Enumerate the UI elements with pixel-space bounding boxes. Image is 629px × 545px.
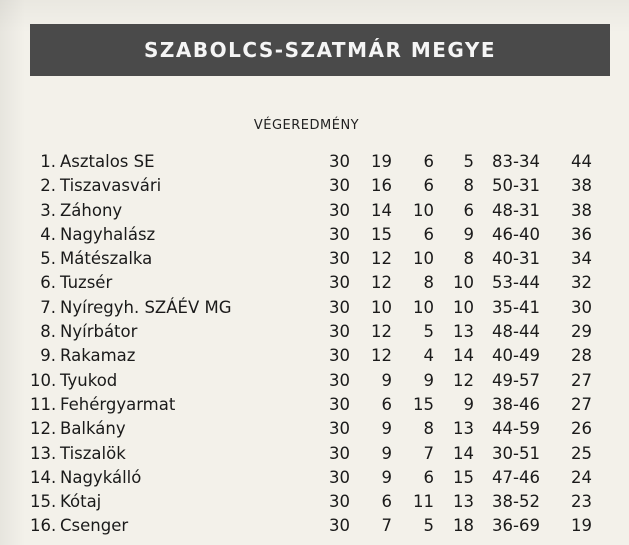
- table-row: [30, 417, 620, 441]
- goals-cell: 36-69: [492, 516, 540, 536]
- played-cell: 30: [329, 467, 350, 487]
- drawn-cell: 10: [413, 297, 434, 317]
- pos-cell: 13.: [30, 443, 57, 463]
- table-row: [30, 150, 620, 174]
- won-cell: 9: [381, 419, 392, 439]
- lost-cell: 9: [463, 394, 474, 414]
- pos-cell: 2.: [40, 176, 56, 196]
- table-row: [30, 223, 620, 247]
- final-standings-subtitle: [0, 118, 629, 133]
- goals-cell: 83-34: [492, 152, 540, 171]
- played-cell: 30: [329, 200, 350, 220]
- won-cell: 7: [381, 516, 392, 536]
- county-title: SZABOLCS-SZATMÁR MEGYE: [143, 38, 497, 62]
- lost-cell: 14: [453, 346, 474, 366]
- drawn-cell: 5: [423, 516, 434, 536]
- table-row: [30, 442, 620, 466]
- points-cell: 27: [571, 370, 592, 390]
- points-cell: 36: [571, 224, 592, 244]
- points-cell: 38: [571, 176, 592, 196]
- drawn-cell: 7: [423, 443, 434, 463]
- goals-cell: 40-49: [492, 346, 540, 366]
- lost-cell: 9: [463, 224, 474, 244]
- goals-cell: 49-57: [492, 370, 540, 390]
- pos-cell: 11.: [30, 394, 57, 414]
- points-cell: 38: [571, 200, 592, 220]
- pos-cell: 1.: [40, 152, 56, 171]
- goals-cell: 38-52: [492, 492, 540, 512]
- table-row: [30, 271, 620, 295]
- won-cell: 9: [381, 443, 392, 463]
- won-cell: 6: [381, 394, 392, 414]
- drawn-cell: 11: [413, 492, 434, 512]
- played-cell: 30: [329, 249, 350, 269]
- goals-cell: 46-40: [492, 224, 540, 244]
- lost-cell: 12: [453, 370, 474, 390]
- pos-cell: 7.: [40, 297, 56, 317]
- team-cell: Csenger: [60, 516, 129, 536]
- team-cell: Záhony: [60, 200, 123, 220]
- lost-cell: 13: [453, 492, 474, 512]
- won-cell: 16: [371, 176, 392, 196]
- played-cell: 30: [329, 152, 350, 171]
- table-row: [30, 514, 620, 538]
- played-cell: 30: [329, 516, 350, 536]
- points-cell: 32: [571, 273, 592, 293]
- goals-cell: 44-59: [492, 419, 540, 439]
- goals-cell: 53-44: [492, 273, 540, 293]
- table-row: [30, 393, 620, 417]
- team-cell: Nagyhalász: [60, 224, 156, 244]
- drawn-cell: 9: [423, 370, 434, 390]
- played-cell: 30: [329, 346, 350, 366]
- table-row: [30, 490, 620, 514]
- drawn-cell: 10: [413, 200, 434, 220]
- played-cell: 30: [329, 492, 350, 512]
- drawn-cell: 8: [423, 419, 434, 439]
- played-cell: 30: [329, 394, 350, 414]
- won-cell: 12: [371, 346, 392, 366]
- lost-cell: 15: [453, 467, 474, 487]
- pos-cell: 9.: [40, 346, 56, 366]
- table-row: [30, 466, 620, 490]
- played-cell: 30: [329, 370, 350, 390]
- team-cell: Tiszavasvári: [60, 176, 162, 196]
- drawn-cell: 6: [423, 224, 434, 244]
- drawn-cell: 6: [423, 152, 434, 171]
- won-cell: 12: [371, 322, 392, 342]
- team-cell: Rakamaz: [60, 346, 136, 366]
- table-row: [30, 344, 620, 368]
- lost-cell: 5: [463, 152, 474, 171]
- points-cell: 25: [571, 443, 592, 463]
- goals-cell: 38-46: [492, 394, 540, 414]
- pos-cell: 15.: [30, 492, 57, 512]
- goals-cell: 50-31: [492, 176, 540, 196]
- table-row: [30, 296, 620, 320]
- team-cell: Balkány: [60, 419, 126, 439]
- won-cell: 12: [371, 273, 392, 293]
- table-row: [30, 320, 620, 344]
- drawn-cell: 5: [423, 322, 434, 342]
- pos-cell: 14.: [30, 467, 57, 487]
- won-cell: 9: [381, 370, 392, 390]
- lost-cell: 10: [453, 273, 474, 293]
- team-cell: Nagykálló: [60, 467, 142, 487]
- lost-cell: 8: [463, 176, 474, 196]
- pos-cell: 8.: [40, 322, 56, 342]
- points-cell: 24: [571, 467, 592, 487]
- pos-cell: 3.: [40, 200, 56, 220]
- lost-cell: 10: [453, 297, 474, 317]
- lost-cell: 14: [453, 443, 474, 463]
- points-cell: 30: [571, 297, 592, 317]
- played-cell: 30: [329, 322, 350, 342]
- goals-cell: 40-31: [492, 249, 540, 269]
- goals-cell: 35-41: [492, 297, 540, 317]
- drawn-cell: 10: [413, 249, 434, 269]
- team-cell: Tuzsér: [60, 273, 113, 293]
- team-cell: Nyíregyh. SZÁÉV MG: [60, 297, 232, 317]
- table-row: [30, 369, 620, 393]
- goals-cell: 48-44: [492, 322, 540, 342]
- points-cell: 28: [571, 346, 592, 366]
- team-cell: Asztalos SE: [60, 152, 155, 171]
- won-cell: 14: [371, 200, 392, 220]
- goals-cell: 48-31: [492, 200, 540, 220]
- drawn-cell: 15: [413, 394, 434, 414]
- pos-cell: 12.: [30, 419, 57, 439]
- team-cell: Tiszalök: [60, 443, 126, 463]
- played-cell: 30: [329, 224, 350, 244]
- won-cell: 15: [371, 224, 392, 244]
- points-cell: 26: [571, 419, 592, 439]
- table-row: [30, 247, 620, 271]
- won-cell: 10: [371, 297, 392, 317]
- team-cell: Kótaj: [60, 492, 102, 512]
- won-cell: 6: [381, 492, 392, 512]
- drawn-cell: 6: [423, 176, 434, 196]
- won-cell: 12: [371, 249, 392, 269]
- lost-cell: 13: [453, 322, 474, 342]
- team-cell: Tyukod: [60, 370, 118, 390]
- drawn-cell: 6: [423, 467, 434, 487]
- played-cell: 30: [329, 443, 350, 463]
- lost-cell: 18: [453, 516, 474, 536]
- lost-cell: 8: [463, 249, 474, 269]
- standings-table: [30, 150, 620, 539]
- goals-cell: 30-51: [492, 443, 540, 463]
- goals-cell: 47-46: [492, 467, 540, 487]
- points-cell: 19: [571, 516, 592, 536]
- won-cell: 19: [371, 152, 392, 171]
- pos-cell: 6.: [40, 273, 56, 293]
- played-cell: 30: [329, 297, 350, 317]
- drawn-cell: 4: [423, 346, 434, 366]
- played-cell: 30: [329, 419, 350, 439]
- won-cell: 9: [381, 467, 392, 487]
- table-row: [30, 199, 620, 223]
- team-cell: Fehérgyarmat: [60, 394, 176, 414]
- pos-cell: 5.: [40, 249, 56, 269]
- played-cell: 30: [329, 176, 350, 196]
- points-cell: 27: [571, 394, 592, 414]
- pos-cell: 10.: [30, 370, 57, 390]
- header-banner: [30, 24, 610, 76]
- team-cell: Nyírbátor: [60, 322, 138, 342]
- pos-cell: 4.: [40, 224, 56, 244]
- played-cell: 30: [329, 273, 350, 293]
- team-cell: Mátészalka: [60, 249, 153, 269]
- points-cell: 23: [571, 492, 592, 512]
- drawn-cell: 8: [423, 273, 434, 293]
- points-cell: 44: [571, 152, 592, 171]
- points-cell: 34: [571, 249, 592, 269]
- points-cell: 29: [571, 322, 592, 342]
- lost-cell: 13: [453, 419, 474, 439]
- subtitle-text: VÉGEREDMÉNY: [253, 118, 360, 133]
- pos-cell: 16.: [30, 516, 57, 536]
- table-row: [30, 174, 620, 198]
- lost-cell: 6: [463, 200, 474, 220]
